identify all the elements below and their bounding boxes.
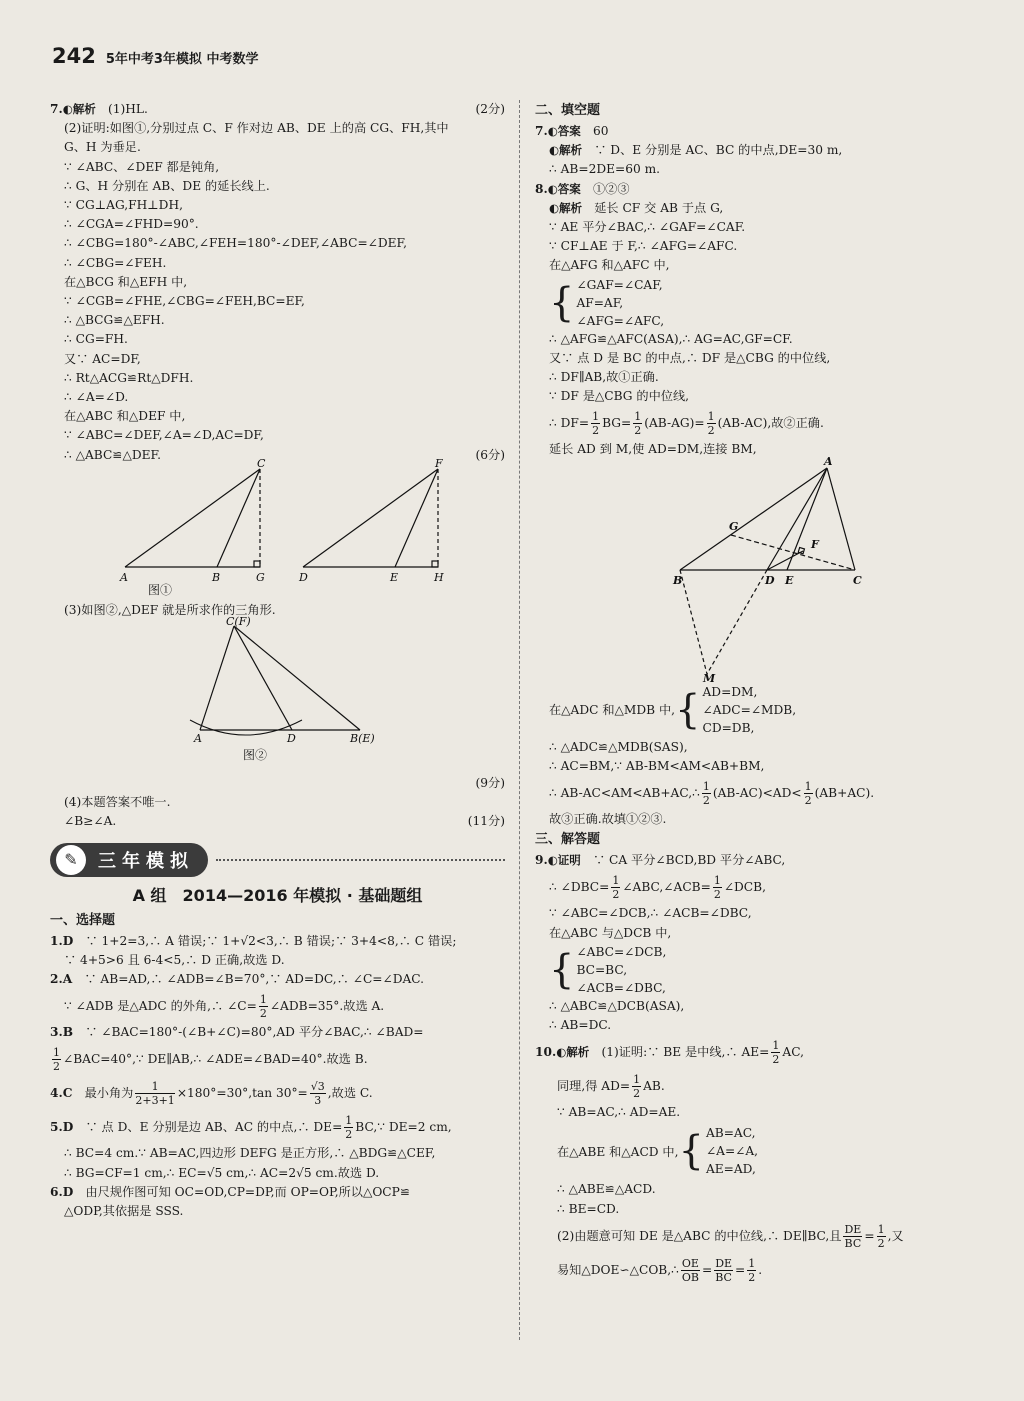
text: ∴ AB=DC. (549, 1018, 612, 1033)
fraction: $\frac{OE}{OB}$ (681, 1256, 699, 1284)
text: ∴ △BCG≌△EFH. (64, 313, 165, 328)
fraction: $\frac{1}{2}$ (748, 1256, 756, 1284)
text: 在△ABC 和△DEF 中, (64, 409, 186, 424)
dotted-rule (216, 859, 505, 861)
fraction: $\frac{1}{2}$ (612, 874, 620, 902)
label-b: B (673, 573, 683, 587)
group-title: A 组 2014—2016 年模拟 · 基础题组 (132, 885, 423, 905)
text: ∵ AB=AC,∴ AD=AE. (557, 1105, 681, 1120)
text: ∴ △ABC≌△DCB(ASA), (549, 998, 685, 1013)
text-line: 同理,得 AD= $\frac{1}{2}$ AB. (557, 1073, 665, 1101)
figure-1 (50, 456, 505, 593)
text: ∵ DF 是△CBG 的中位线, (549, 389, 690, 404)
text: ∴ BE=CD. (557, 1201, 620, 1216)
fraction: $\frac{√3}{3}$ (310, 1080, 325, 1108)
q10-line: 10.◐解析 (1)证明:∵ BE 是中线,∴ AE= $\frac{1}{2}$ AC, (535, 1039, 804, 1067)
text: ∴ AC=BM,∵ AB-BM<AM<AB+BM, (549, 758, 765, 773)
text: ∴ AB=2DE=60 m. (549, 162, 661, 177)
text: ∵ 4+5>6 且 6-4<5,∴ D 正确,故选 D. (64, 952, 285, 967)
book-title: 5年中考3年模拟 中考数学 (105, 52, 259, 67)
figure-2-caption: 图② (242, 748, 267, 763)
text: (4)本题答案不唯一. (64, 795, 171, 810)
text: △ODP,其依据是 SSS. (64, 1204, 184, 1219)
fill-8-analysis: ◐解析 延长 CF 交 AB 于点 G, (549, 200, 724, 215)
text: 在△AFG 和△AFC 中, (549, 258, 670, 273)
label-be: B(E) (350, 732, 375, 746)
text: ∵ ∠ABC=∠DEF,∠A=∠D,AC=DF, (64, 428, 264, 443)
text: (2)证明:如图①,分别过点 C、F 作对边 AB、DE 上的高 CG、FH,其中 (64, 121, 449, 136)
fill-7-answer: 7.◐答案 60 (535, 124, 609, 138)
q7-line (50, 100, 505, 119)
fraction: $\frac{1}{2}$ (634, 410, 642, 438)
text-line: $\frac{1}{2}$ ∠BAC=40°,∵ DE∥AB,∴ ∠ADE=∠BAD=40°.故选 B. (53, 1046, 368, 1074)
fraction: $\frac{1}{2}$ (707, 410, 715, 438)
q9-line: 9.◐证明 ∵ CA 平分∠BCD,BD 平分∠ABC, (535, 853, 786, 868)
label-e: E (785, 573, 794, 587)
text-line: ∠B≥∠A. (11分) (50, 812, 505, 831)
text: ∴ △ADC≌△MDB(SAS), (549, 739, 688, 754)
label-a: A (120, 570, 128, 584)
text-line: ∴ AB-AC<AM<AB+AC,∴ $\frac{1}{2}$ (AB-AC)<AD< $\frac{1}{2}$ (AB+AC). (549, 780, 875, 808)
label-m: M (703, 671, 716, 685)
fraction: $\frac{1}{2}$ (345, 1114, 353, 1142)
fraction: $\frac{1}{2}$ (877, 1222, 885, 1250)
label-c: C (257, 456, 266, 470)
fraction: $\frac{1}{2}$ (53, 1046, 60, 1074)
score: (2分) (475, 102, 505, 116)
figure-q8 (535, 454, 980, 685)
right-column (535, 100, 980, 1287)
section-title: 三、解答题 (535, 832, 601, 848)
text: G、H 为垂足. (64, 140, 141, 155)
column-divider (519, 100, 520, 1340)
brace-system: { ∠ABC=∠DCB, BC=BC, ∠ACB=∠DBC, (549, 944, 667, 995)
text-line: ∴ △ABC≌△DEF. (6分) (50, 446, 505, 465)
label-a: A (824, 454, 833, 468)
figure-1-caption: 图① (147, 582, 172, 597)
mc-5: 5.D ∵ 点 D、E 分别是边 AB、AC 的中点,∴ DE= $\frac{1}{2}$ BC,∵ DE=2 cm, (50, 1114, 452, 1142)
fraction: $\frac{DE}{BC}$ (715, 1256, 733, 1284)
label-f: F (811, 537, 819, 551)
text: ∴ G、H 分别在 AB、DE 的延长线上. (64, 178, 270, 193)
fraction: $\frac{1}{2}$ (804, 780, 812, 808)
fill-7-analysis: ◐解析 ∵ D、E 分别是 AC、BC 的中点,DE=30 m, (549, 143, 843, 158)
label-c: C (853, 573, 862, 587)
text: (1)HL. (107, 102, 148, 116)
section-title: 一、选择题 (50, 912, 116, 928)
label-d: D (765, 573, 775, 587)
text: ∵ CF⊥AE 于 F,∴ ∠AFG=∠AFC. (549, 239, 738, 254)
page-header (52, 44, 258, 74)
label-e: E (390, 570, 399, 584)
text: ∵ ∠ABC=∠DCB,∴ ∠ACB=∠DBC, (549, 906, 752, 921)
analysis-tag: ◐解析 (62, 102, 96, 116)
text: 延长 AD 到 M,使 AD=DM,连接 BM, (549, 442, 757, 457)
text: 故③正确.故填①②③. (549, 812, 667, 827)
fraction: $\frac{1}{2}$ (772, 1039, 780, 1067)
label-cf: C(F) (226, 615, 251, 629)
fraction: $\frac{1}{2}$ (259, 993, 267, 1021)
text: 又∵ AC=DF, (64, 351, 141, 366)
text: ∵ ∠CGB=∠FHE,∠CBG=∠FEH,BC=EF, (64, 294, 305, 309)
brace-line: 在△ABE 和△ACD 中, { AB=AC, ∠A=∠A, AE=AD, (557, 1126, 759, 1177)
fraction: $\frac{1}{2}$ (592, 410, 600, 438)
fraction: $\frac{1}{2}$ (702, 780, 710, 808)
fraction: $\frac{1}{2+3+1}$ (135, 1080, 175, 1108)
text: ∴ DF∥AB,故①正确. (549, 370, 659, 385)
text-line: ∵ ∠ADB 是△ADC 的外角,∴ ∠C= $\frac{1}{2}$ ∠ADB=35°.故选 A. (64, 993, 385, 1021)
fraction: $\frac{1}{2}$ (633, 1073, 641, 1101)
label-h: H (434, 570, 444, 584)
score: (11分) (467, 814, 505, 829)
label-d: D (287, 732, 296, 746)
text-line: (2)由题意可知 DE 是△ABC 的中位线,∴ DE∥BC,且 $\frac{DE}{BC}$ = $\frac{1}{2}$ ,又 (557, 1222, 904, 1250)
text: ∴ ∠A=∠D. (64, 390, 129, 405)
text: ∵ AE 平分∠BAC,∴ ∠GAF=∠CAF. (549, 220, 746, 235)
mc-2: 2.A ∵ AB=AD,∴ ∠ADB=∠B=70°,∵ AD=DC,∴ ∠C=∠DAC. (50, 972, 425, 987)
label-g: G (256, 570, 265, 584)
label-a: A (194, 732, 202, 746)
text: ∵ ∠ABC、∠DEF 都是钝角, (64, 159, 220, 174)
label-f: F (435, 456, 443, 470)
brace-line: 在△ADC 和△MDB 中, { AD=DM, ∠ADC=∠MDB, CD=DB, (549, 684, 797, 735)
banner-text: 三年模拟 (98, 850, 194, 872)
text: ∴ BC=4 cm.∵ AB=AC,四边形 DEFG 是正方形,∴ △BDG≌△CEF, (64, 1146, 436, 1161)
text: (3)如图②,△DEF 就是所求作的三角形. (64, 602, 276, 617)
text: ∴ ∠CGA=∠FHD=90°. (64, 217, 199, 232)
text: ∵ CG⊥AG,FH⊥DH, (64, 198, 183, 213)
text: ∴ △AFG≌△AFC(ASA),∴ AG=AC,GF=CF. (549, 331, 793, 346)
label-d: D (299, 570, 308, 584)
text-line: 易知△DOE∽△COB,∴ $\frac{OE}{OB}$ = $\frac{DE}{BC}$ = $\frac{1}{2}$ . (557, 1256, 763, 1284)
text-line: ∴ DF= $\frac{1}{2}$ BG= $\frac{1}{2}$ (AB-AG)= $\frac{1}{2}$ (AB-AC),故②正确. (549, 410, 824, 438)
text: 在△ABC 与△DCB 中, (549, 925, 672, 940)
label-b: B (212, 570, 221, 584)
text: ∴ BG=CF=1 cm,∴ EC=√5 cm,∴ AC=2√5 cm.故选 D. (64, 1165, 380, 1180)
fill-8-answer: 8.◐答案 ①②③ (535, 181, 630, 196)
text: 在△BCG 和△EFH 中, (64, 274, 188, 289)
score: (6分) (475, 447, 505, 462)
left-column (50, 100, 505, 1221)
pen-icon: ✎ (56, 845, 86, 875)
mc-3: 3.B ∵ ∠BAC=180°-(∠B+∠C)=80°,AD 平分∠BAC,∴ ∠BAD= (50, 1025, 424, 1040)
text: ∴ ∠CBG=180°-∠ABC,∠FEH=180°-∠DEF,∠ABC=∠DEF, (64, 236, 407, 251)
page-number: 242 (52, 44, 96, 68)
mc-6: 6.D 由尺规作图可知 OC=OD,CP=DP,而 OP=OP,所以△OCP≌ (50, 1184, 411, 1199)
question-number: 7. (50, 102, 63, 116)
score: (9分) (475, 776, 505, 791)
fraction: $\frac{DE}{BC}$ (844, 1222, 862, 1250)
label-g: G (729, 519, 739, 533)
text: 又∵ 点 D 是 BC 的中点,∴ DF 是△CBG 的中位线, (549, 350, 831, 365)
brace-system: { ∠GAF=∠CAF, AF=AF, ∠AFG=∠AFC, (549, 277, 665, 328)
text: ∴ CG=FH. (64, 332, 128, 347)
text-line: ∴ ∠DBC= $\frac{1}{2}$ ∠ABC,∠ACB= $\frac{1}{2}$ ∠DCB, (549, 874, 766, 902)
mc-1: 1.D ∵ 1+2=3,∴ A 错误;∵ 1+√2<3,∴ B 错误;∵ 3+4<8,∴ C 错误; (50, 933, 457, 948)
text: ∴ △ABE≌△ACD. (557, 1182, 656, 1197)
text: ∴ ∠CBG=∠FEH. (64, 255, 167, 270)
mc-4: 4.C 最小角为 $\frac{1}{2+3+1}$ ×180°=30°,tan 30°= $\frac{√3}{3}$ ,故选 C. (50, 1080, 373, 1108)
text: ∴ Rt△ACG≌Rt△DFH. (64, 370, 194, 385)
figure-2 (50, 615, 505, 748)
section-banner (50, 840, 505, 880)
section-title: 二、填空题 (535, 103, 601, 118)
fraction: $\frac{1}{2}$ (713, 874, 721, 902)
